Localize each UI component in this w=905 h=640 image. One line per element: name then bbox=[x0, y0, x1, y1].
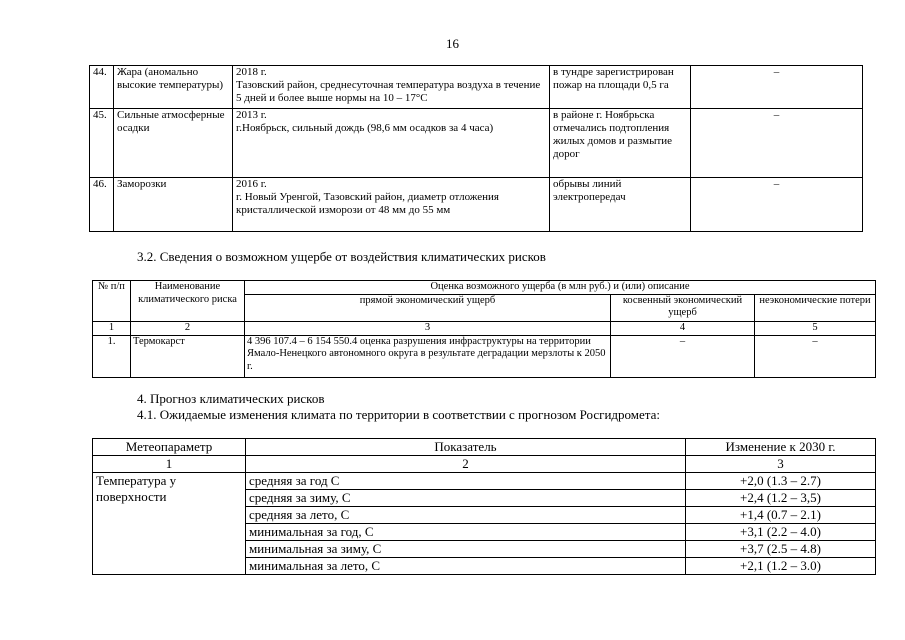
header-parameter: Метеопараметр bbox=[93, 439, 246, 456]
damage-value: – bbox=[691, 109, 863, 178]
indicator: минимальная за зиму, С bbox=[246, 541, 686, 558]
change-value: +2,0 (1.3 – 2.7) bbox=[686, 473, 876, 490]
header-change: Изменение к 2030 г. bbox=[686, 439, 876, 456]
damage-value: – bbox=[691, 66, 863, 109]
event-description: г. Новый Уренгой, Тазовский район, диаметр отложения кристаллической изморози от 48 мм до 55 мм bbox=[236, 191, 499, 216]
section-heading-3-2: 3.2. Сведения о возможном ущербе от воздействия климатических рисков bbox=[137, 249, 546, 264]
hazard-name: Жара (аномально высокие температуры) bbox=[114, 66, 233, 109]
hazard-name: Сильные атмосферные осадки bbox=[114, 109, 233, 178]
climate-forecast-table bbox=[92, 438, 876, 575]
event-cell bbox=[233, 178, 550, 232]
risk-name: Термокарст bbox=[131, 335, 245, 377]
event-cell bbox=[233, 109, 550, 178]
row-number: 1. bbox=[93, 335, 131, 377]
event-year: 2013 г. bbox=[236, 109, 267, 121]
non-economic-losses-value: – bbox=[755, 335, 876, 377]
damage-assessment-table bbox=[92, 280, 876, 378]
indicator: средняя за лето, С bbox=[246, 507, 686, 524]
header-number: № п/п bbox=[93, 281, 131, 322]
column-number-row bbox=[93, 321, 876, 335]
event-description: Тазовский район, среднесуточная температура воздуха в течение 5 дней и более выше нормы на 10 – 17°С bbox=[236, 79, 541, 104]
section-heading-4-1: 4.1. Ожидаемые изменения климата по территории в соответствии с прогнозом Росгидромета: bbox=[137, 407, 660, 422]
row-number: 46. bbox=[90, 178, 114, 232]
column-number: 3 bbox=[686, 456, 876, 473]
event-year: 2018 г. bbox=[236, 66, 267, 78]
event-year: 2016 г. bbox=[236, 178, 267, 190]
header-non-economic-losses: неэкономические потери bbox=[755, 294, 876, 321]
hazard-name: Заморозки bbox=[114, 178, 233, 232]
section-heading-4: 4. Прогноз климатических рисков bbox=[137, 391, 325, 406]
change-value: +2,1 (1.2 – 3.0) bbox=[686, 558, 876, 575]
header-indicator: Показатель bbox=[246, 439, 686, 456]
change-value: +3,7 (2.5 – 4.8) bbox=[686, 541, 876, 558]
header-indirect-damage: косвенный экономический ущерб bbox=[611, 294, 755, 321]
change-value: +2,4 (1.2 – 3,5) bbox=[686, 490, 876, 507]
table-header-row bbox=[93, 439, 876, 456]
header-direct-damage: прямой экономический ущерб bbox=[245, 294, 611, 321]
column-number: 2 bbox=[131, 321, 245, 335]
table-row bbox=[90, 178, 863, 232]
column-number: 2 bbox=[246, 456, 686, 473]
row-number: 44. bbox=[90, 66, 114, 109]
event-consequences: в районе г. Ноябрьска отмечались подтопления жилых домов и размытие дорог bbox=[550, 109, 691, 178]
climate-events-table bbox=[89, 65, 863, 232]
change-value: +1,4 (0.7 – 2.1) bbox=[686, 507, 876, 524]
direct-damage-value: 4 396 107.4 – 6 154 550.4 оценка разрушения инфраструктуры на территории Ямало-Ненецкого автономного округа в результате деградации мерзлоты к 2050 г. bbox=[245, 335, 611, 377]
column-number: 5 bbox=[755, 321, 876, 335]
indicator: минимальная за год, С bbox=[246, 524, 686, 541]
table-row bbox=[90, 66, 863, 109]
table-row bbox=[93, 335, 876, 377]
table-header-row bbox=[93, 281, 876, 295]
table-row bbox=[90, 109, 863, 178]
event-cell bbox=[233, 66, 550, 109]
parameter-name: Температура у поверхности bbox=[93, 473, 246, 575]
indicator: средняя за зиму, С bbox=[246, 490, 686, 507]
header-assessment: Оценка возможного ущерба (в млн руб.) и (или) описание bbox=[245, 281, 876, 295]
page-number: 16 bbox=[446, 36, 459, 51]
table-row bbox=[93, 473, 876, 490]
column-number: 3 bbox=[245, 321, 611, 335]
indirect-damage-value: – bbox=[611, 335, 755, 377]
column-number: 1 bbox=[93, 456, 246, 473]
header-risk-name: Наименование климатического риска bbox=[131, 281, 245, 322]
indicator: средняя за год С bbox=[246, 473, 686, 490]
column-number: 4 bbox=[611, 321, 755, 335]
column-number-row bbox=[93, 456, 876, 473]
column-number: 1 bbox=[93, 321, 131, 335]
indicator: минимальная за лето, С bbox=[246, 558, 686, 575]
event-consequences: обрывы линий электропередач bbox=[550, 178, 691, 232]
change-value: +3,1 (2.2 – 4.0) bbox=[686, 524, 876, 541]
event-consequences: в тундре зарегистрирован пожар на площади 0,5 га bbox=[550, 66, 691, 109]
event-description: г.Ноябрьск, сильный дождь (98,6 мм осадков за 4 часа) bbox=[236, 122, 494, 134]
damage-value: – bbox=[691, 178, 863, 232]
row-number: 45. bbox=[90, 109, 114, 178]
